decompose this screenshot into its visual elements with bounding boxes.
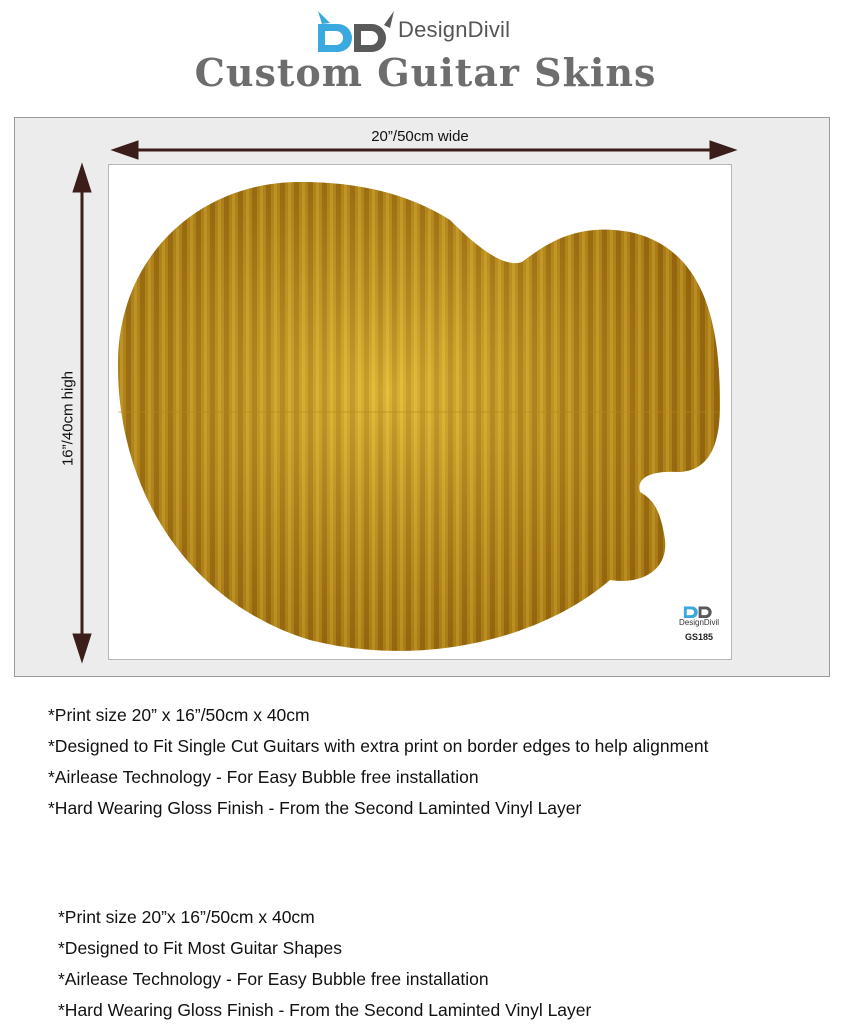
- feature-item: *Hard Wearing Gloss Finish - From the Second Laminted Vinyl Layer: [48, 798, 582, 818]
- feature-item: *Airlease Technology - For Easy Bubble free installation: [48, 767, 479, 787]
- sheet-logo-brand: DesignDivil: [678, 618, 719, 627]
- height-label: 16”/40cm high: [59, 370, 77, 467]
- width-label: 20”/50cm wide: [371, 128, 469, 145]
- feature-list-primary: [48, 700, 838, 824]
- brand-name: DesignDivil: [398, 17, 511, 42]
- designdivil-mini-logo-icon: [682, 600, 716, 618]
- feature-item: *Hard Wearing Gloss Finish - From the Second Laminted Vinyl Layer: [58, 1000, 592, 1020]
- feature-item: *Print size 20” x 16”/50cm x 40cm: [48, 705, 310, 725]
- feature-item: *Print size 20”x 16”/50cm x 40cm: [58, 907, 315, 927]
- page-title: Custom Guitar Skins: [194, 50, 657, 95]
- guitar-skin-shape: [118, 182, 720, 651]
- feature-item: *Designed to Fit Most Guitar Shapes: [58, 938, 343, 958]
- feature-item: *Airlease Technology - For Easy Bubble free installation: [58, 969, 489, 989]
- feature-list-secondary: [58, 902, 838, 1026]
- product-code: GS185: [684, 632, 714, 642]
- feature-item: *Designed to Fit Single Cut Guitars with extra print on border edges to help alignment: [48, 736, 709, 756]
